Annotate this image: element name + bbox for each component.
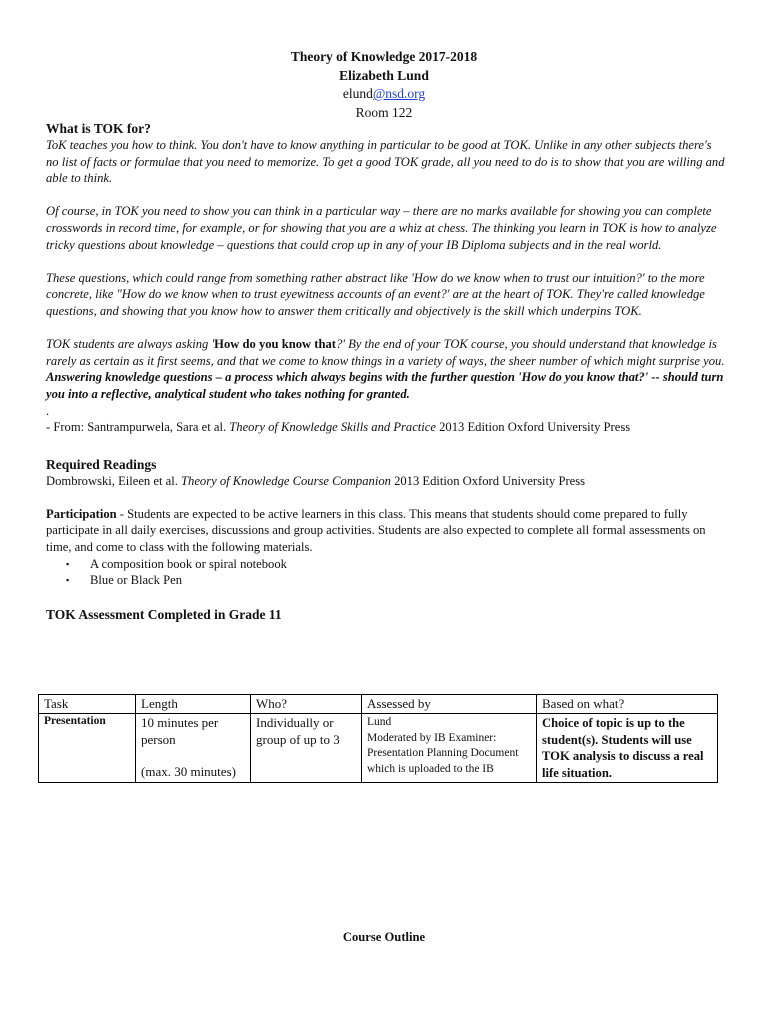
cell-task: Presentation [39, 714, 136, 783]
cell-based-on: Choice of topic is up to the student(s). Students will use TOK analysis to discuss a real life situation. [537, 714, 718, 783]
list-item [46, 572, 726, 589]
readings-edition: 2013 Edition Oxford University Press [390, 473, 586, 488]
assessor-name: Lund [367, 716, 392, 728]
participation-paragraph [46, 506, 726, 556]
material-label: A composition book or spiral notebook [90, 556, 287, 571]
participation-label: Participation [46, 506, 117, 521]
source-edition: 2013 Edition Oxford University Press [435, 420, 631, 435]
length-max: (max. 30 minutes) [141, 764, 236, 779]
separator-dot: . [46, 403, 50, 418]
bullet-icon: ▪ [66, 575, 70, 586]
readings-title: Theory of Knowledge Course Companion [181, 473, 391, 488]
bullet-icon: ▪ [66, 558, 70, 569]
participation-text: - Students are expected to be active learners in this class. This means that students should come prepared to fully participate in all daily exercises, discussions and group activities. Students are also expected to complete all formal assessments on time, and come to class with the following materials. [46, 506, 706, 555]
list-item [46, 556, 726, 573]
document-header [0, 48, 768, 122]
tok-for-paragraph-4 [46, 336, 726, 402]
column-header-length: Length [136, 695, 251, 714]
table-row [39, 714, 718, 783]
assessment-table [38, 694, 718, 783]
p4-text-a: TOK students are always asking ' [46, 337, 215, 352]
column-header-who: Who? [251, 695, 362, 714]
assessment-heading: TOK Assessment Completed in Grade 11 [46, 606, 282, 622]
cell-assessed-by [362, 714, 537, 783]
material-label: Blue or Black Pen [90, 573, 182, 588]
materials-list [46, 556, 726, 589]
readings-citation [46, 473, 626, 490]
readings-author: Dombrowski, Eileen et al. [46, 473, 182, 488]
source-author: - From: Santrampurwela, Sara et al. [46, 420, 230, 435]
p4-text-c: ?' By the end of your TOK course, you should understand that knowledge is rarely as certain as it first seems, and that we come to know things in a variety of ways, the sheer number of which might surprise you. [46, 337, 725, 368]
p4-emphasis: Answering knowledge questions – a process which always begins with the further question 'How do you know that?' -- should turn you into a reflective, analytical student who takes nothing for granted. [46, 370, 724, 401]
column-header-task: Task [39, 695, 136, 714]
table-header-row [39, 695, 718, 714]
length-duration: 10 minutes per person [141, 715, 219, 747]
course-outline-heading: Course Outline [342, 930, 426, 944]
cell-who: Individually or group of up to 3 [251, 714, 362, 783]
teacher-email [0, 85, 768, 104]
tok-for-paragraph-2: Of course, in TOK you need to show you can think in a particular way – there are no marks available for showing you can complete crosswords in record time, for example, or for showing that you are a whiz at chess. The thinking you learn in TOK is how to analyze tricky questions about knowledge – questions that could crop up in any of your IB Diploma subjects and in the real world. [46, 204, 717, 252]
email-user: elund [342, 86, 373, 101]
assessor-moderation: Moderated by IB Examiner: Presentation Planning Document which is uploaded to the IB [367, 731, 519, 775]
tok-for-heading: What is TOK for? [46, 121, 151, 136]
tok-for-paragraph-1: ToK teaches you how to think. You don't have to know anything in particular to be good at TOK. Unlike in any other subjects there's no list of facts or formulae that you need to memorize. To get a good TOK grade, all you need to do is to show that you are willing and able to think. [46, 138, 725, 186]
course-title: Theory of Knowledge 2017-2018 [290, 49, 478, 64]
teacher-name: Elizabeth Lund [339, 67, 429, 83]
column-header-based-on: Based on what? [537, 695, 718, 714]
source-citation [46, 419, 726, 436]
readings-heading: Required Readings [46, 456, 157, 472]
email-link[interactable]: @nsd.org [372, 86, 426, 101]
document-body [46, 120, 726, 623]
cell-length [136, 714, 251, 783]
p4-question: How do you know that [214, 337, 336, 352]
source-title: Theory of Knowledge Skills and Practice [229, 420, 436, 435]
column-header-assessed-by: Assessed by [362, 695, 537, 714]
room-number: Room 122 [355, 104, 413, 120]
tok-for-paragraph-3: These questions, which could range from something rather abstract like 'How do we know when to trust our intuition?' to the more concrete, like "How do we know when to trust eyewitness accounts of an event?' are at the heart of TOK. They're called knowledge questions, and showing that you know how to answer them critically and objectively is the skill which underpins TOK. [46, 270, 705, 318]
